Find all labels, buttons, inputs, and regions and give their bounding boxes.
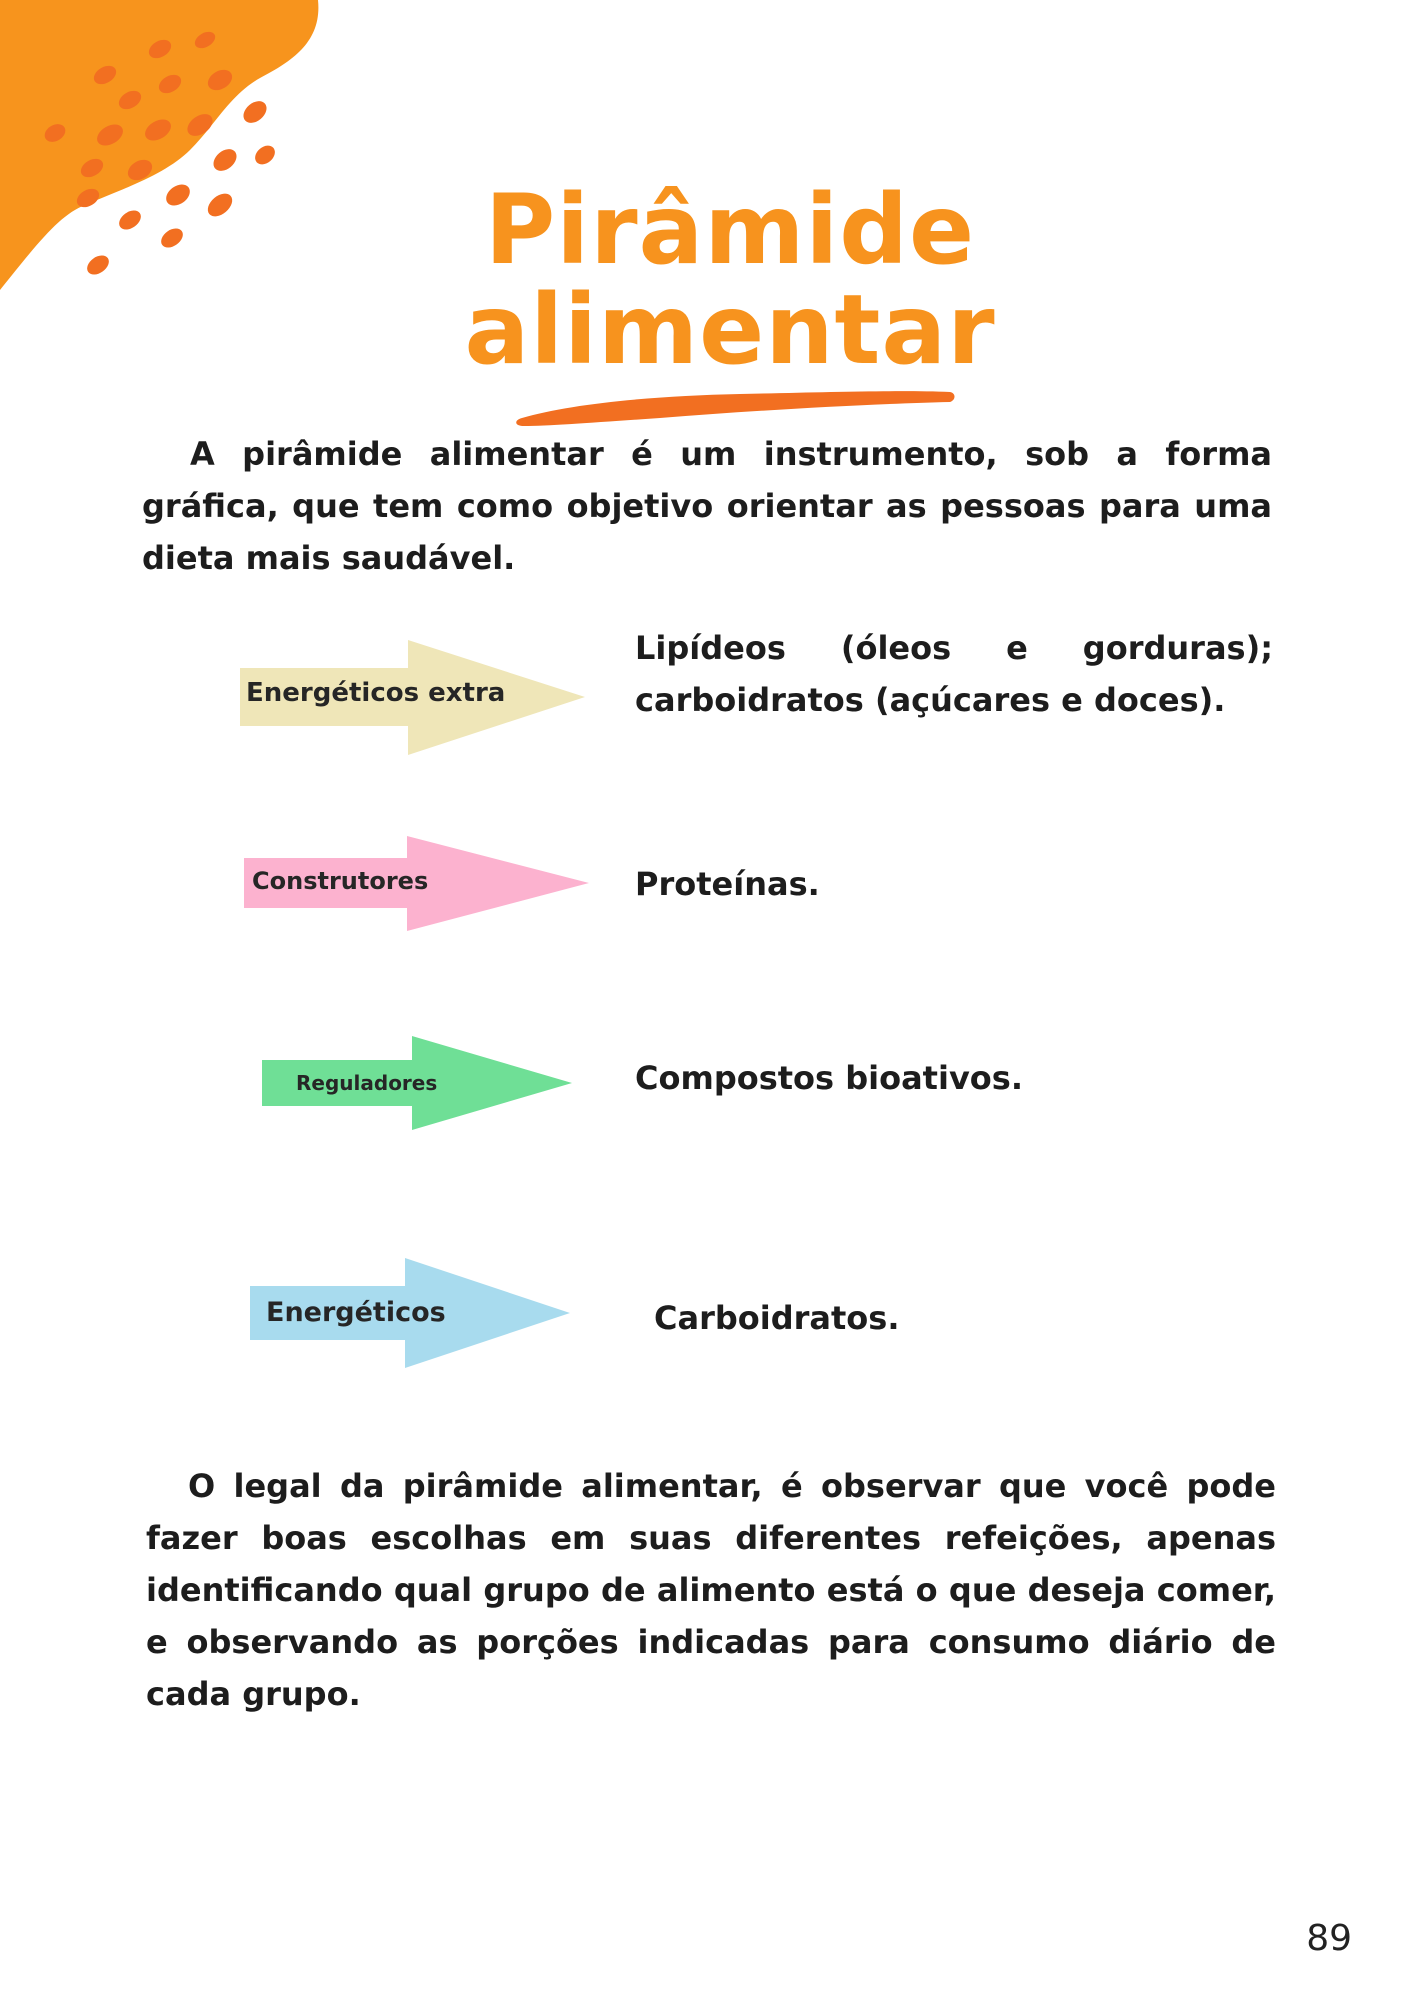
arrow-label: Construtores [252, 867, 429, 895]
group-description: Carboidratos. [654, 1299, 900, 1337]
decorative-blob [0, 0, 330, 300]
arrow-label: Energéticos extra [246, 678, 506, 708]
arrow-energeticos-extra [240, 640, 585, 755]
group-description: Lipídeos (óleos e gorduras); carboidratos (açúcares e doces). [635, 629, 1273, 719]
title-underline [510, 384, 960, 430]
arrow-label: Energéticos [266, 1297, 446, 1328]
closing-paragraph: O legal da pirâmide alimentar, é observar que você pode fazer boas escolhas em suas diferentes refeições, apenas identificando qual grupo de alimento está o que deseja comer, e observando as porções indicadas para consumo diário de cada grupo. [146, 1467, 1276, 1713]
page-number: 89 [1306, 1918, 1352, 1959]
page-title [440, 174, 1020, 386]
arrow-label: Reguladores [296, 1071, 438, 1095]
title-line-2: alimentar [464, 274, 996, 386]
arrow-construtores [244, 836, 589, 931]
arrow-reguladores [262, 1036, 572, 1130]
intro-paragraph: A pirâmide alimentar é um instrumento, sob a forma gráfica, que tem como objetivo orientar as pessoas para uma dieta mais saudável. [142, 435, 1272, 577]
arrow-energeticos [250, 1258, 570, 1368]
group-description: Proteínas. [635, 865, 820, 903]
group-description: Compostos bioativos. [635, 1059, 1023, 1097]
title-line-1: Pirâmide [484, 174, 976, 286]
